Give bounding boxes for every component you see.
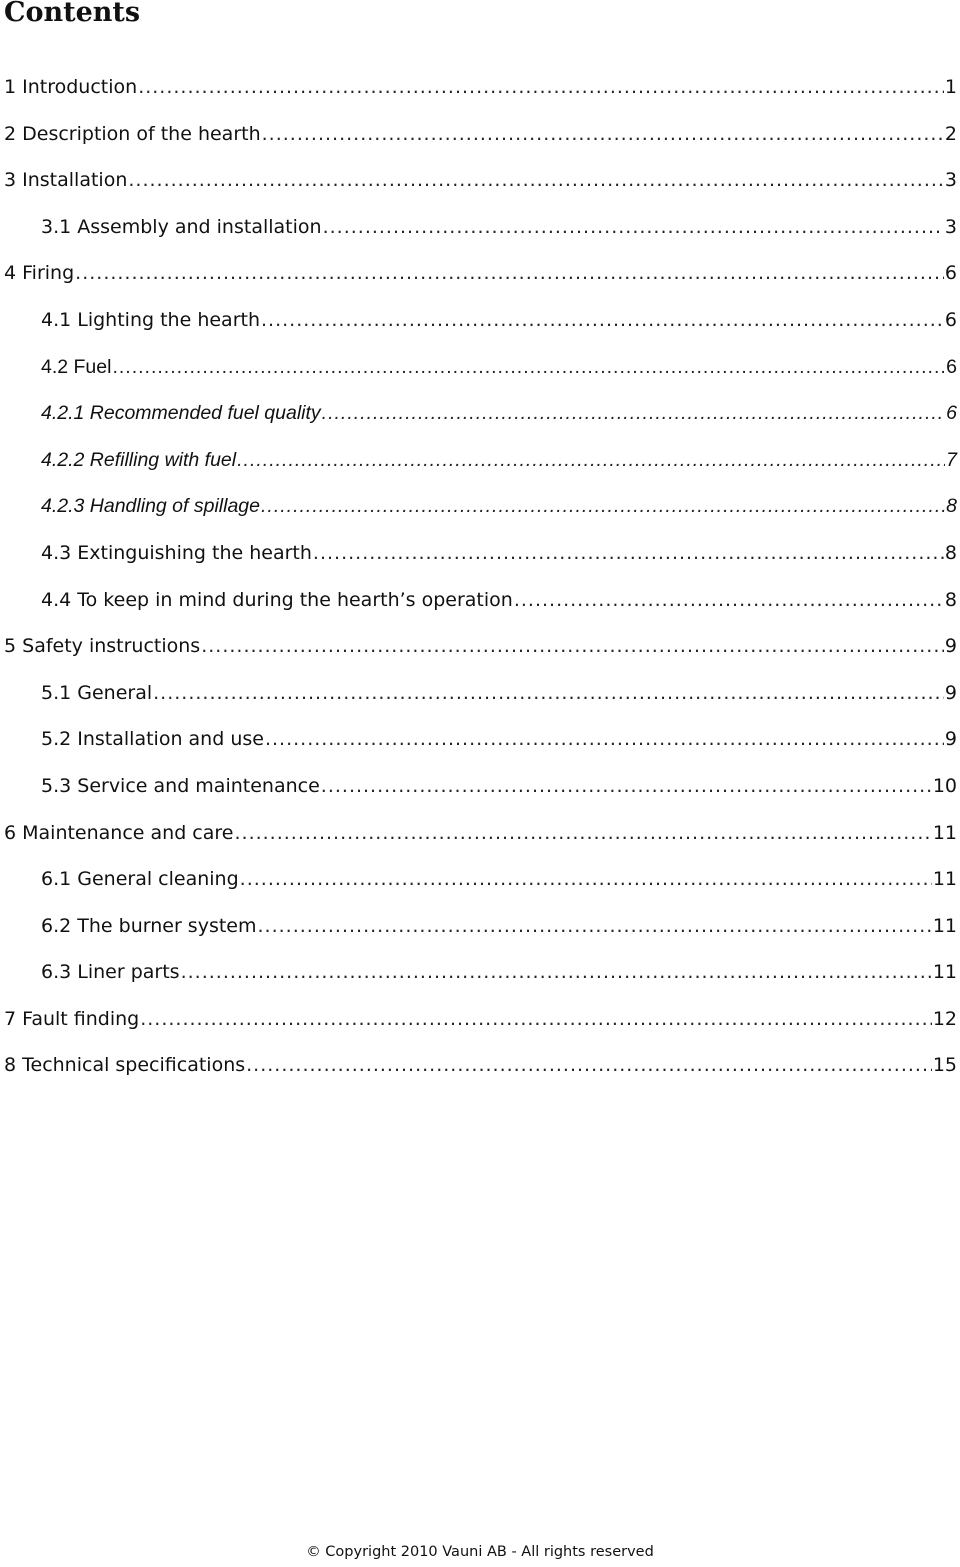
toc-entry-label: 8 Technical specifications [4, 1054, 246, 1077]
toc-leader-dots [234, 810, 931, 857]
toc-entry-label: 3.1 Assembly and installation [41, 215, 322, 238]
toc-entry-page: 3 [944, 215, 957, 238]
toc-entry-liner[interactable] [0, 949, 960, 996]
toc-leader-dots [153, 670, 944, 717]
toc-entry-service[interactable] [0, 763, 960, 810]
toc-entry-installation-use[interactable] [0, 716, 960, 763]
toc-leader-dots [321, 763, 932, 810]
footer [0, 1542, 960, 1562]
toc-leader-dots [201, 623, 944, 670]
toc-leader-dots [75, 250, 944, 297]
toc-entry-page: 2 [944, 122, 957, 145]
toc-entry-label: 5 Safety instructions [4, 635, 201, 658]
page-title: Contents [4, 0, 141, 28]
toc-entry-page: 10 [932, 774, 957, 797]
toc-entry-keep-in-mind[interactable] [0, 577, 960, 624]
toc-entry-refilling[interactable] [0, 437, 960, 484]
toc-entry-firing[interactable] [0, 250, 960, 297]
toc-entry-label: 4.2.2 Refilling with fuel [41, 448, 237, 471]
toc-entry-label: 6.1 General cleaning [41, 868, 239, 891]
toc-entry-fuel-quality[interactable] [0, 390, 960, 437]
toc-entry-page: 11 [932, 868, 957, 891]
toc-leader-dots [138, 64, 944, 111]
toc-entry-page: 9 [944, 728, 957, 751]
toc-entry-label: 6.3 Liner parts [41, 961, 180, 984]
table-of-contents [0, 64, 960, 1089]
toc-entry-label: 4 Firing [4, 262, 75, 285]
toc-leader-dots [514, 577, 944, 624]
toc-entry-lighting[interactable] [0, 297, 960, 344]
toc-entry-page: 7 [946, 448, 957, 471]
toc-leader-dots [140, 996, 932, 1043]
toc-leader-dots [265, 716, 944, 763]
toc-leader-dots [262, 111, 944, 158]
toc-entry-burner[interactable] [0, 903, 960, 950]
toc-entry-page: 8 [946, 495, 957, 518]
toc-entry-label: 5.3 Service and maintenance [41, 774, 320, 797]
toc-entry-label: 4.1 Lighting the hearth [41, 308, 260, 331]
toc-entry-general[interactable] [0, 670, 960, 717]
toc-entry-page: 12 [932, 1007, 957, 1030]
toc-entry-extinguishing[interactable] [0, 530, 960, 577]
toc-entry-label: 4.3 Extinguishing the hearth [41, 541, 312, 564]
toc-entry-page: 9 [944, 635, 957, 658]
toc-leader-dots [128, 157, 944, 204]
toc-entry-cleaning[interactable] [0, 856, 960, 903]
toc-entry-page: 1 [944, 76, 957, 98]
toc-leader-dots [240, 856, 932, 903]
toc-entry-page: 6 [944, 308, 957, 331]
toc-leader-dots [246, 1042, 932, 1089]
toc-leader-dots [261, 297, 944, 344]
toc-entry-label: 4.2.1 Recommended fuel quality [41, 402, 321, 425]
toc-entry-page: 11 [932, 914, 957, 937]
toc-entry-assembly[interactable] [0, 204, 960, 251]
toc-leader-dots [112, 344, 945, 391]
toc-entry-technical[interactable] [0, 1042, 960, 1089]
copyright-text: © Copyright 2010 Vauni AB - All rights reserved [306, 1544, 654, 1560]
toc-leader-dots [323, 204, 944, 251]
toc-entry-label: 3 Installation [4, 169, 128, 192]
toc-leader-dots [237, 437, 945, 484]
toc-entry-safety[interactable] [0, 623, 960, 670]
toc-entry-fault-finding[interactable] [0, 996, 960, 1043]
toc-entry-page: 8 [944, 588, 957, 611]
toc-entry-page: 11 [932, 821, 957, 844]
toc-entry-label: 7 Fault finding [4, 1007, 140, 1030]
toc-entry-page: 6 [944, 262, 957, 285]
toc-entry-label: 6 Maintenance and care [4, 821, 234, 844]
toc-entry-description[interactable] [0, 111, 960, 158]
toc-entry-label: 4.2.3 Handling of spillage [41, 495, 260, 518]
toc-leader-dots [322, 390, 945, 437]
toc-entry-page: 6 [946, 402, 957, 425]
toc-entry-page: 6 [946, 355, 957, 378]
toc-entry-label: 5.2 Installation and use [41, 728, 264, 751]
toc-entry-page: 9 [944, 681, 957, 704]
toc-leader-dots [258, 903, 932, 950]
toc-leader-dots [261, 483, 945, 530]
toc-entry-introduction[interactable] [0, 64, 960, 111]
toc-entry-fuel[interactable] [0, 344, 960, 391]
toc-entry-page: 3 [944, 169, 957, 192]
toc-entry-spillage[interactable] [0, 483, 960, 530]
toc-entry-page: 8 [944, 541, 957, 564]
toc-entry-label: 1 Introduction [4, 76, 138, 98]
toc-entry-page: 11 [932, 961, 957, 984]
toc-leader-dots [313, 530, 944, 577]
toc-entry-label: 4.2 Fuel [41, 355, 112, 378]
toc-entry-label: 2 Description of the hearth [4, 122, 261, 145]
toc-leader-dots [181, 949, 932, 996]
toc-entry-installation[interactable] [0, 157, 960, 204]
toc-entry-label: 4.4 To keep in mind during the hearth’s operation [41, 588, 513, 611]
toc-entry-label: 5.1 General [41, 681, 153, 704]
toc-entry-maintenance[interactable] [0, 810, 960, 857]
toc-entry-label: 6.2 The burner system [41, 914, 257, 937]
toc-entry-page: 15 [932, 1054, 957, 1077]
